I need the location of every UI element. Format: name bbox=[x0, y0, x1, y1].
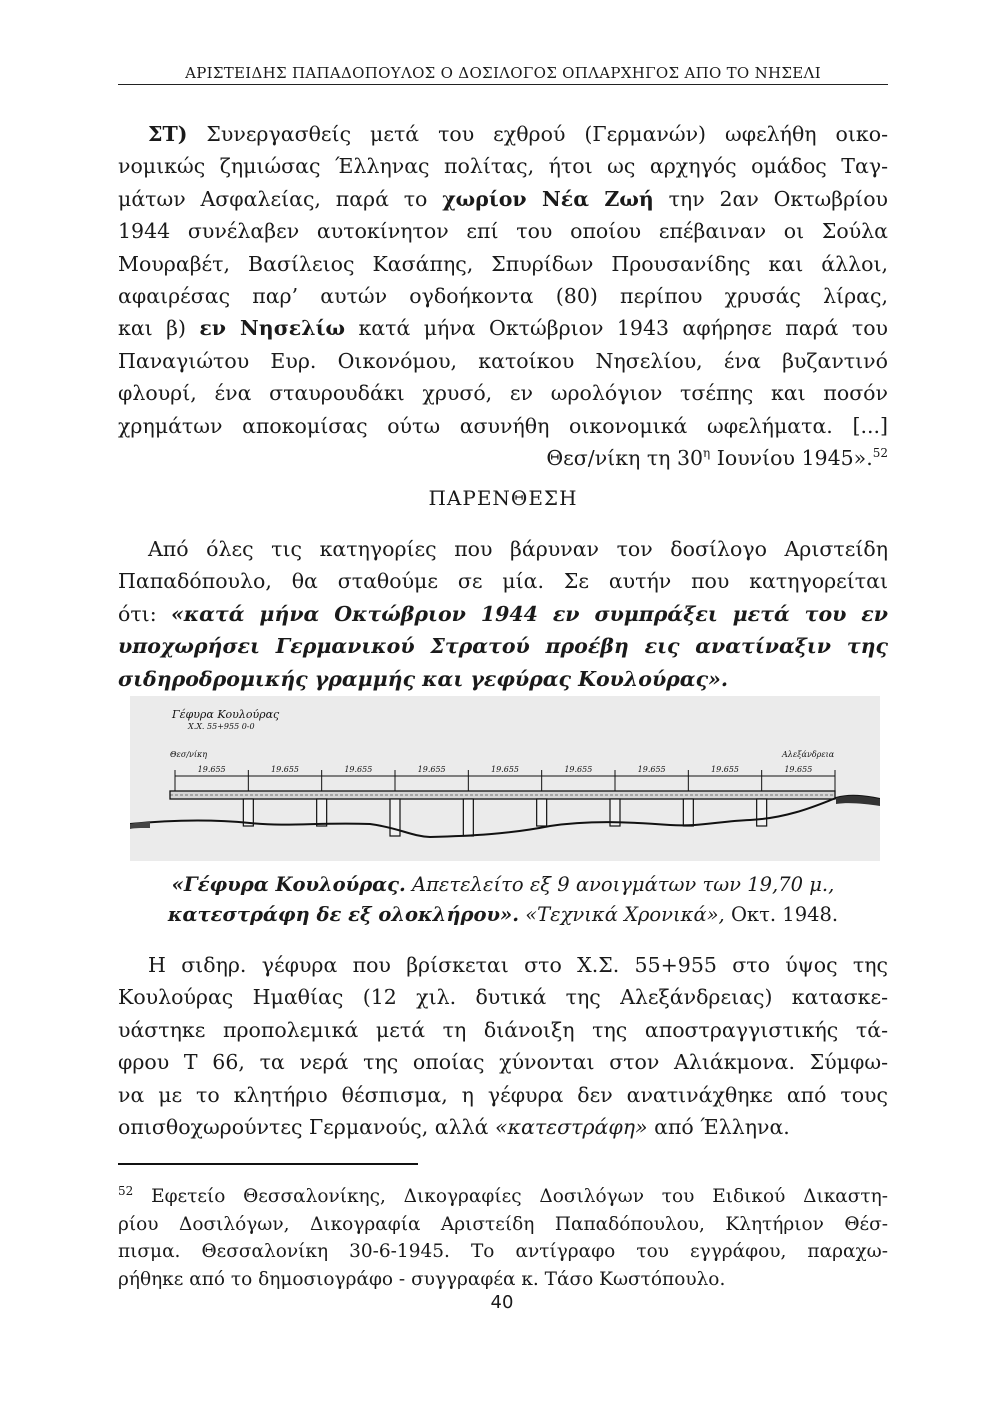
text-line: Κουλούρας Ημαθίας (12 χιλ. δυτικά της Αλεξάνδρειας) κατασκε- bbox=[118, 985, 888, 1010]
span-label: 19.655 bbox=[564, 765, 593, 774]
running-header: ΑΡΙΣΤΕΙΔΗΣ ΠΑΠΑΔΟΠΟΥΛΟΣ Ο ΔΟΣΙΛΟΓΟΣ ΟΠΛΑΡΧΗΓΟΣ ΑΠΟ ΤΟ ΝΗΣΕΛΙ bbox=[118, 64, 888, 85]
text-line bbox=[118, 248, 888, 280]
text: χρημάτων αποκομίσας ούτω ασυνήθη οικονομικά ωφελήματα. [...] bbox=[118, 413, 888, 438]
bridge-pier bbox=[757, 799, 767, 826]
text: ότι: bbox=[118, 601, 171, 626]
section-title: ΠΑΡΕΝΘΕΣΗ bbox=[428, 486, 578, 510]
footnote-line: ρήθηκε από το δημοσιογράφο - συγγραφέα κ. Τάσο Κωστόπουλο. bbox=[118, 1268, 726, 1290]
text: Εφετείο Θεσσαλονίκης, Δικογραφίες Δοσιλόγων του Ειδικού Δικαστη- bbox=[133, 1186, 888, 1207]
footnote-ref[interactable]: 52 bbox=[872, 446, 888, 461]
quoted-word: «κατεστράφη» bbox=[494, 1115, 648, 1140]
text-line bbox=[118, 312, 888, 344]
span-label: 19.655 bbox=[711, 765, 739, 774]
text: Μουραβέτ, Βασίλειος Κασάπης, Σπυρίδων Προυσανίδης και άλλοι, bbox=[118, 251, 888, 276]
text: αφαιρέσας παρ’ αυτών ογδοήκοντα (80) περίπου χρυσάς λίρας, bbox=[118, 284, 888, 309]
text-line bbox=[118, 410, 888, 442]
text-line: φρου Τ 66, τα νερά της οποίας χύνονται στον Αλιάκμονα. Σύμφω- bbox=[118, 1050, 888, 1075]
paragraph-bridge bbox=[118, 949, 888, 1143]
text: Παναγιώτου Ευρ. Οικονόμου, κατοίκου Νησελίου, ένα βυζαντινό bbox=[118, 348, 888, 373]
item-label: ΣΤ) bbox=[148, 122, 188, 146]
text: κατά μήνα Οκτώβριον 1943 αφήρησε παρά του bbox=[345, 316, 889, 341]
span-label: 19.655 bbox=[637, 765, 666, 774]
text-line bbox=[118, 598, 888, 630]
bold-place: χωρίον Νέα Ζωή bbox=[442, 186, 654, 211]
bridge-pier bbox=[537, 799, 547, 826]
footnote-line: πισμα. Θεσσαλονίκη 30-6-1945. Το αντίγραφο του εγγράφου, παραχω- bbox=[118, 1241, 888, 1262]
span-label: 19.655 bbox=[784, 765, 813, 774]
footnote-52 bbox=[118, 1183, 888, 1293]
figure-right-label: Αλεξάνδρεια bbox=[782, 750, 835, 759]
superscript: η bbox=[703, 446, 711, 461]
quote-line: σιδηροδρομικής γραμμής και γεφύρας Κουλούρας». bbox=[118, 666, 729, 691]
caption-date: Οκτ. 1948. bbox=[724, 903, 839, 926]
bridge-pier bbox=[317, 799, 327, 826]
caption-line bbox=[118, 870, 888, 900]
footnote-line bbox=[118, 1183, 888, 1211]
signature-line bbox=[118, 442, 888, 474]
page-number: 40 bbox=[490, 1292, 514, 1313]
bridge-drawing-svg bbox=[130, 696, 880, 861]
text: και β) bbox=[118, 316, 200, 341]
text: την 2αν Οκτωβρίου bbox=[653, 186, 889, 211]
figure-handwritten-subtitle: Χ.Χ. 55+955 0-0 bbox=[188, 722, 255, 731]
text-line: να με το κλητήριο θέσπισμα, η γέφυρα δεν ανατινάχθηκε από τους bbox=[118, 1082, 888, 1107]
span-label: 19.655 bbox=[344, 765, 373, 774]
text-line: Παπαδόπουλο, θα σταθούμε σε μία. Σε αυτήν που κατηγορείται bbox=[118, 569, 888, 594]
caption-text: Απετελείτο εξ 9 ανοιγμάτων των 19,70 μ., bbox=[405, 873, 835, 896]
text: φλουρί, ένα σταυρουδάκι χρυσό, εν ωρολόγιον τσέπης και ποσόν bbox=[118, 381, 888, 406]
text: νομικώς ζημιώσας Έλληνας πολίτας, ήτοι ως αρχηγός ομάδος Ταγ- bbox=[118, 154, 888, 179]
paragraph-indictment bbox=[118, 118, 888, 474]
text: οπισθοχωρούντες Γερμανούς, αλλά bbox=[118, 1115, 495, 1140]
span-label: 19.655 bbox=[491, 765, 519, 774]
paragraph-parenthesis bbox=[118, 533, 888, 695]
quote-line: υποχωρήσει Γερμανικού Στρατού προέβη εις ανατίναξιν της bbox=[118, 634, 888, 659]
text-line bbox=[118, 215, 888, 247]
text: 1944 συνέλαβεν αυτοκίνητον επί του οποίου επέβαιναν οι Σούλα bbox=[118, 219, 888, 244]
caption-source: «Τεχνικά Χρονικά», bbox=[519, 903, 725, 926]
text-line bbox=[118, 183, 888, 215]
span-label: 19.655 bbox=[197, 765, 226, 774]
text: Θεσ/νίκη τη 30 bbox=[546, 446, 704, 471]
text-line bbox=[118, 1111, 888, 1143]
text-line: υάστηκε προπολεμικά μετά τη διάνοιξη της αποστραγγιστικής τά- bbox=[118, 1017, 888, 1042]
text-line bbox=[118, 118, 888, 150]
span-label: 19.655 bbox=[417, 765, 446, 774]
text-line bbox=[118, 345, 888, 377]
figure-caption bbox=[118, 870, 888, 930]
caption-line bbox=[118, 900, 888, 930]
figure-handwritten-title: Γέφυρα Κουλούρας bbox=[172, 708, 280, 721]
footnote-number: 52 bbox=[118, 1183, 134, 1198]
text-line: Η σιδηρ. γέφυρα που βρίσκεται στο Χ.Σ. 55+955 στο ύψος της bbox=[148, 953, 888, 977]
bridge-pier bbox=[683, 799, 693, 826]
caption-title: «Γέφυρα Κουλούρας. bbox=[171, 873, 406, 896]
bold-place: εν Νησελίω bbox=[199, 316, 346, 341]
text-line bbox=[118, 150, 888, 182]
text-line: Από όλες τις κατηγορίες που βάρυναν τον δοσίλογο Αριστείδη bbox=[148, 537, 888, 561]
span-label: 19.655 bbox=[271, 765, 299, 774]
bridge-drawing bbox=[130, 696, 880, 861]
bridge-pier bbox=[463, 799, 473, 836]
text: Συνεργασθείς μετά του εχθρού (Γερμανών) ωφελήθη οικο- bbox=[187, 122, 888, 146]
footnote-divider bbox=[118, 1163, 418, 1165]
text: από Έλληνα. bbox=[647, 1115, 790, 1140]
text: μάτων Ασφαλείας, παρά το bbox=[118, 186, 443, 211]
text-line bbox=[118, 280, 888, 312]
figure-left-label: Θεσ/νίκη bbox=[170, 750, 208, 759]
text: Ιουνίου 1945». bbox=[710, 446, 873, 471]
caption-text-bold: κατεστράφη δε εξ ολοκλήρου». bbox=[167, 903, 519, 926]
footnote-line: ρίου Δοσιλόγων, Δικογραφία Αριστείδη Παπαδόπουλου, Κλητήριον Θέσ- bbox=[118, 1213, 888, 1235]
text-line bbox=[118, 377, 888, 409]
quote-text: «κατά μήνα Οκτώβριον 1944 εν συμπράξει μετά του εν bbox=[170, 601, 888, 626]
